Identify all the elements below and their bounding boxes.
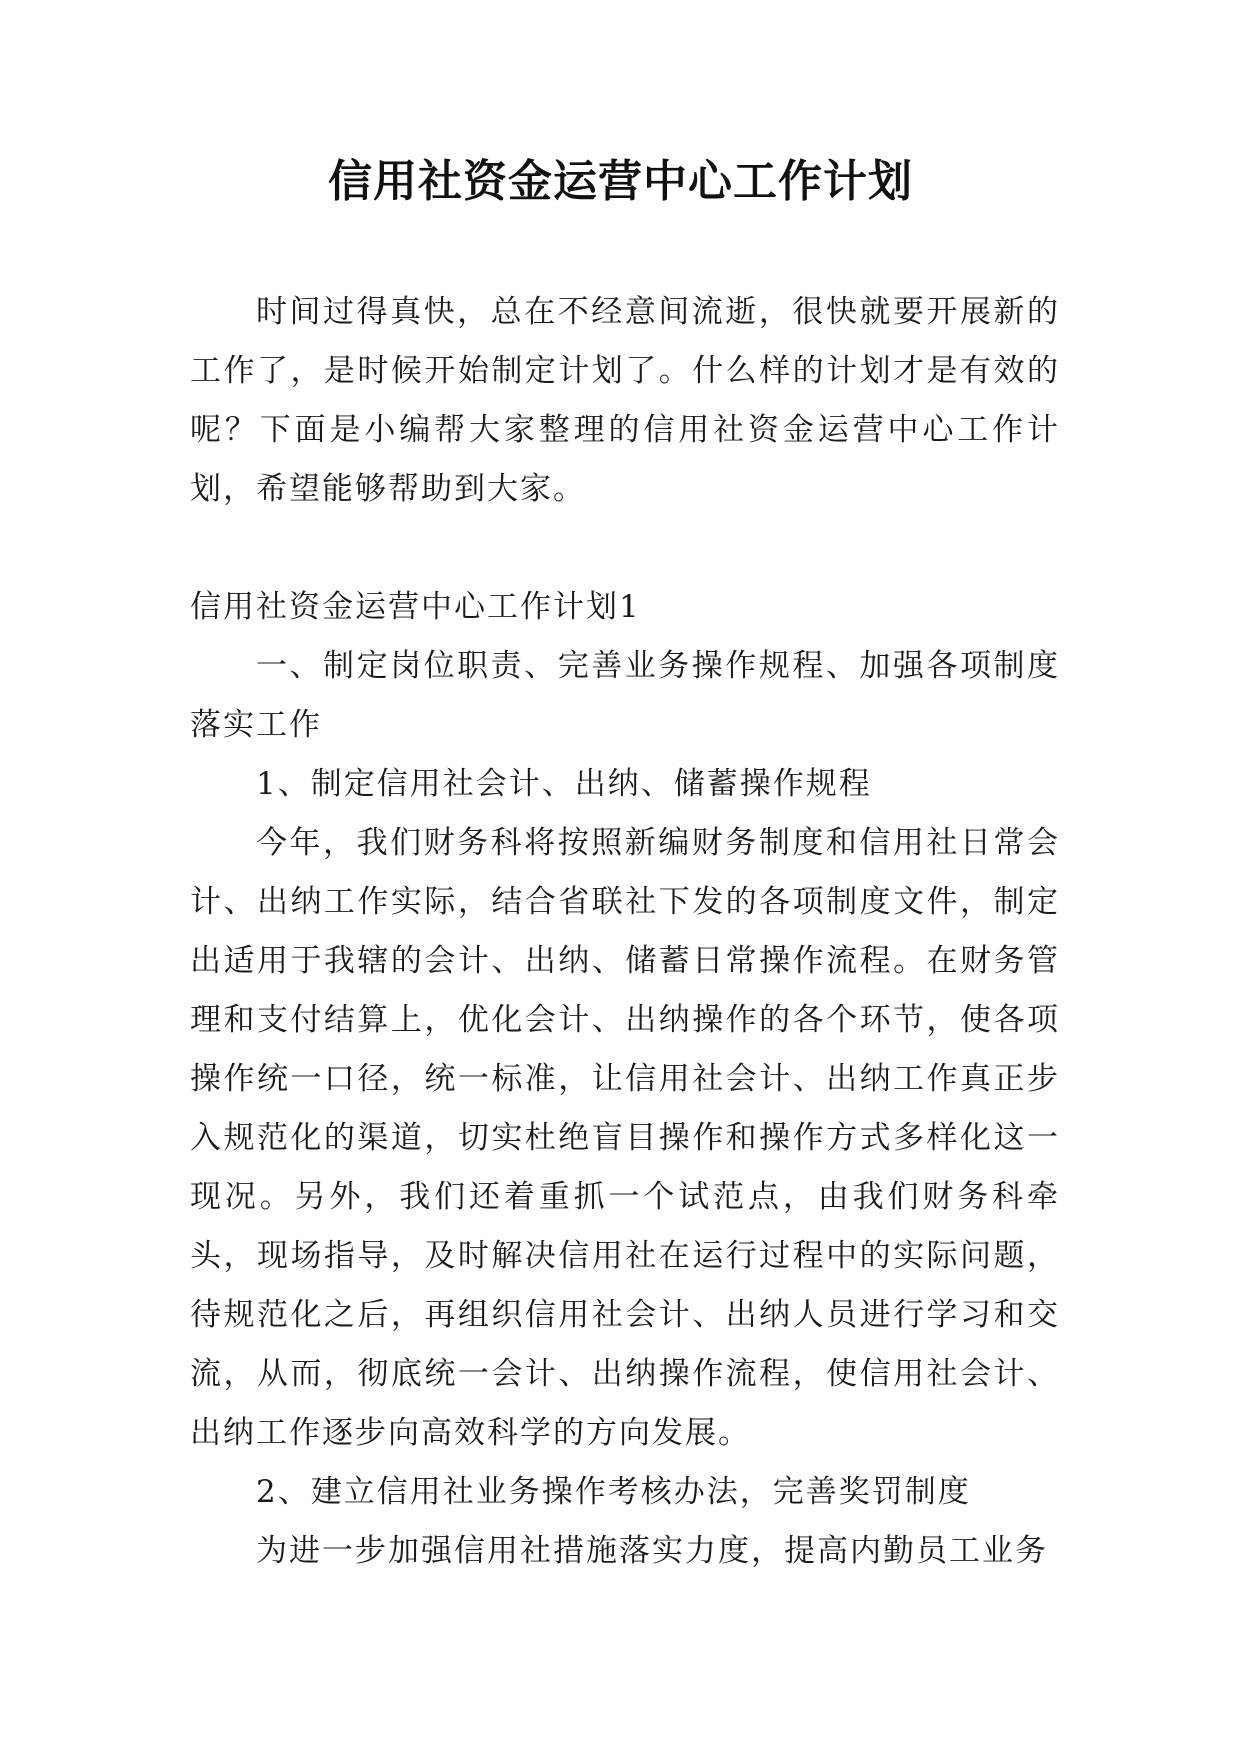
sub-two-paragraph: 为进一步加强信用社措施落实力度，提高内勤员工业务 bbox=[256, 1533, 1048, 1569]
document-body bbox=[190, 283, 1060, 1581]
sub-one-paragraph: 今年，我们财务科将按照新编财务制度和信用社日常会计、出纳工作实际，结合省联社下发的各项制度文件，制定出适用于我辖的会计、出纳、储蓄日常操作流程。在财务管理和支付结算上，优化会计、出纳操作的各个环节，使各项操作统一口径，统一标准，让信用社会计、出纳工作真正步入规范化的渠道，切实杜绝盲目操作和操作方式多样化这一现况。另外，我们还着重抓一个试范点，由我们财务科牵头，现场指导，及时解决信用社在运行过程中的实际问题，待规范化之后，再组织信用社会计、出纳人员进行学习和交流，从而，彻底统一会计、出纳操作流程，使信用社会计、出纳工作逐步向高效科学的方向发展。 bbox=[190, 825, 1060, 1451]
item-one-heading: 一、制定岗位职责、完善业务操作规程、加强各项制度落实工作 bbox=[190, 648, 1060, 743]
section-heading: 信用社资金运营中心工作计划1 bbox=[190, 589, 641, 625]
sub-two-heading: 2、建立信用社业务操作考核办法，完善奖罚制度 bbox=[256, 1474, 971, 1510]
document-title: 信用社资金运营中心工作计划 bbox=[328, 156, 913, 207]
sub-one-heading: 1、制定信用社会计、出纳、储蓄操作规程 bbox=[256, 766, 872, 802]
intro-paragraph: 时间过得真快，总在不经意间流逝，很快就要开展新的工作了，是时候开始制定计划了。什么样的计划才是有效的呢？下面是小编帮大家整理的信用社资金运营中心工作计划，希望能够帮助到大家。 bbox=[190, 294, 1060, 507]
